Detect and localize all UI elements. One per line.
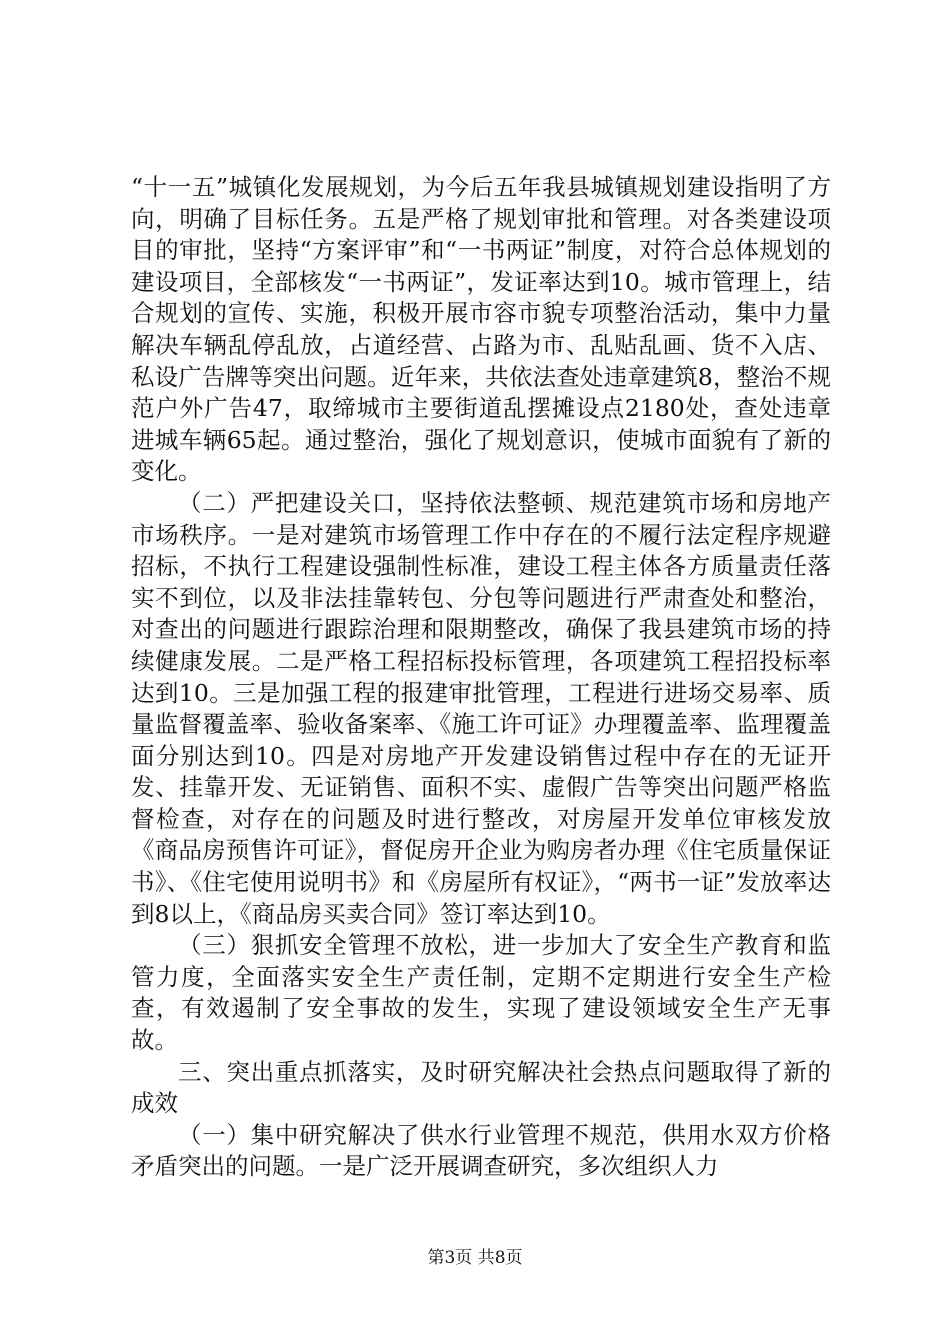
paragraph-safety-management: （三）狠抓安全管理不放松，进一步加大了安全生产教育和监管力度，全面落实安全生产责任制，定期不定期进行安全生产检查，有效遏制了安全事故的发生，实现了建设领域安全生产无事故。 [131, 931, 831, 1055]
document-body [131, 172, 831, 1183]
paragraph-construction-market: （二）严把建设关口，坚持依法整顿、规范建筑市场和房地产市场秩序。一是对建筑市场管理工作中存在的不履行法定程序规避招标，不执行工程建设强制性标准，建设工程主体各方质量责任落实不到位，以及非法挂靠转包、分包等问题进行严肃查处和整治，对查出的问题进行跟踪治理和限期整改，确保了我县建筑市场的持续健康发展。二是严格工程招标投标管理，各项建筑工程招投标率达到10。三是加强工程的报建审批管理，工程进行进场交易率、质量监督覆盖率、验收备案率、《施工许可证》办理覆盖率、监理覆盖面分别达到10。四是对房地产开发建设销售过程中存在的无证开发、挂靠开发、无证销售、面积不实、虚假广告等突出问题严格监督检查，对存在的问题及时进行整改，对房屋开发单位审核发放《商品房预售许可证》，督促房开企业为购房者办理《住宅质量保证书》、《住宅使用说明书》和《房屋所有权证》，“两书一证”发放率达到8以上，《商品房买卖合同》签订率达到10。 [131, 488, 831, 928]
section-heading-three: 三、突出重点抓落实，及时研究解决社会热点问题取得了新的成效 [131, 1057, 831, 1118]
paragraph-urban-planning: “十一五”城镇化发展规划，为今后五年我县城镇规划建设指明了方向，明确了目标任务。五是严格了规划审批和管理。对各类建设项目的审批，坚持“方案评审”和“一书两证”制度，对符合总体规划的建设项目，全部核发“一书两证”，发证率达到10。城市管理上，结合规划的宣传、实施，积极开展市容市貌专项整治活动，集中力量解决车辆乱停乱放，占道经营、占路为市、乱贴乱画、货不入店、私设广告牌等突出问题。近年来，共依法查处违章建筑8，整治不规范户外广告47，取缔城市主要街道乱摆摊设点2180处，查处违章进城车辆65起。通过整治，强化了规划意识，使城市面貌有了新的变化。 [131, 173, 831, 486]
page-footer: 第3页 共8页 [427, 1248, 523, 1268]
paragraph-water-supply: （一）集中研究解决了供水行业管理不规范，供用水双方价格矛盾突出的问题。一是广泛开展调查研究，多次组织人力 [131, 1120, 831, 1181]
